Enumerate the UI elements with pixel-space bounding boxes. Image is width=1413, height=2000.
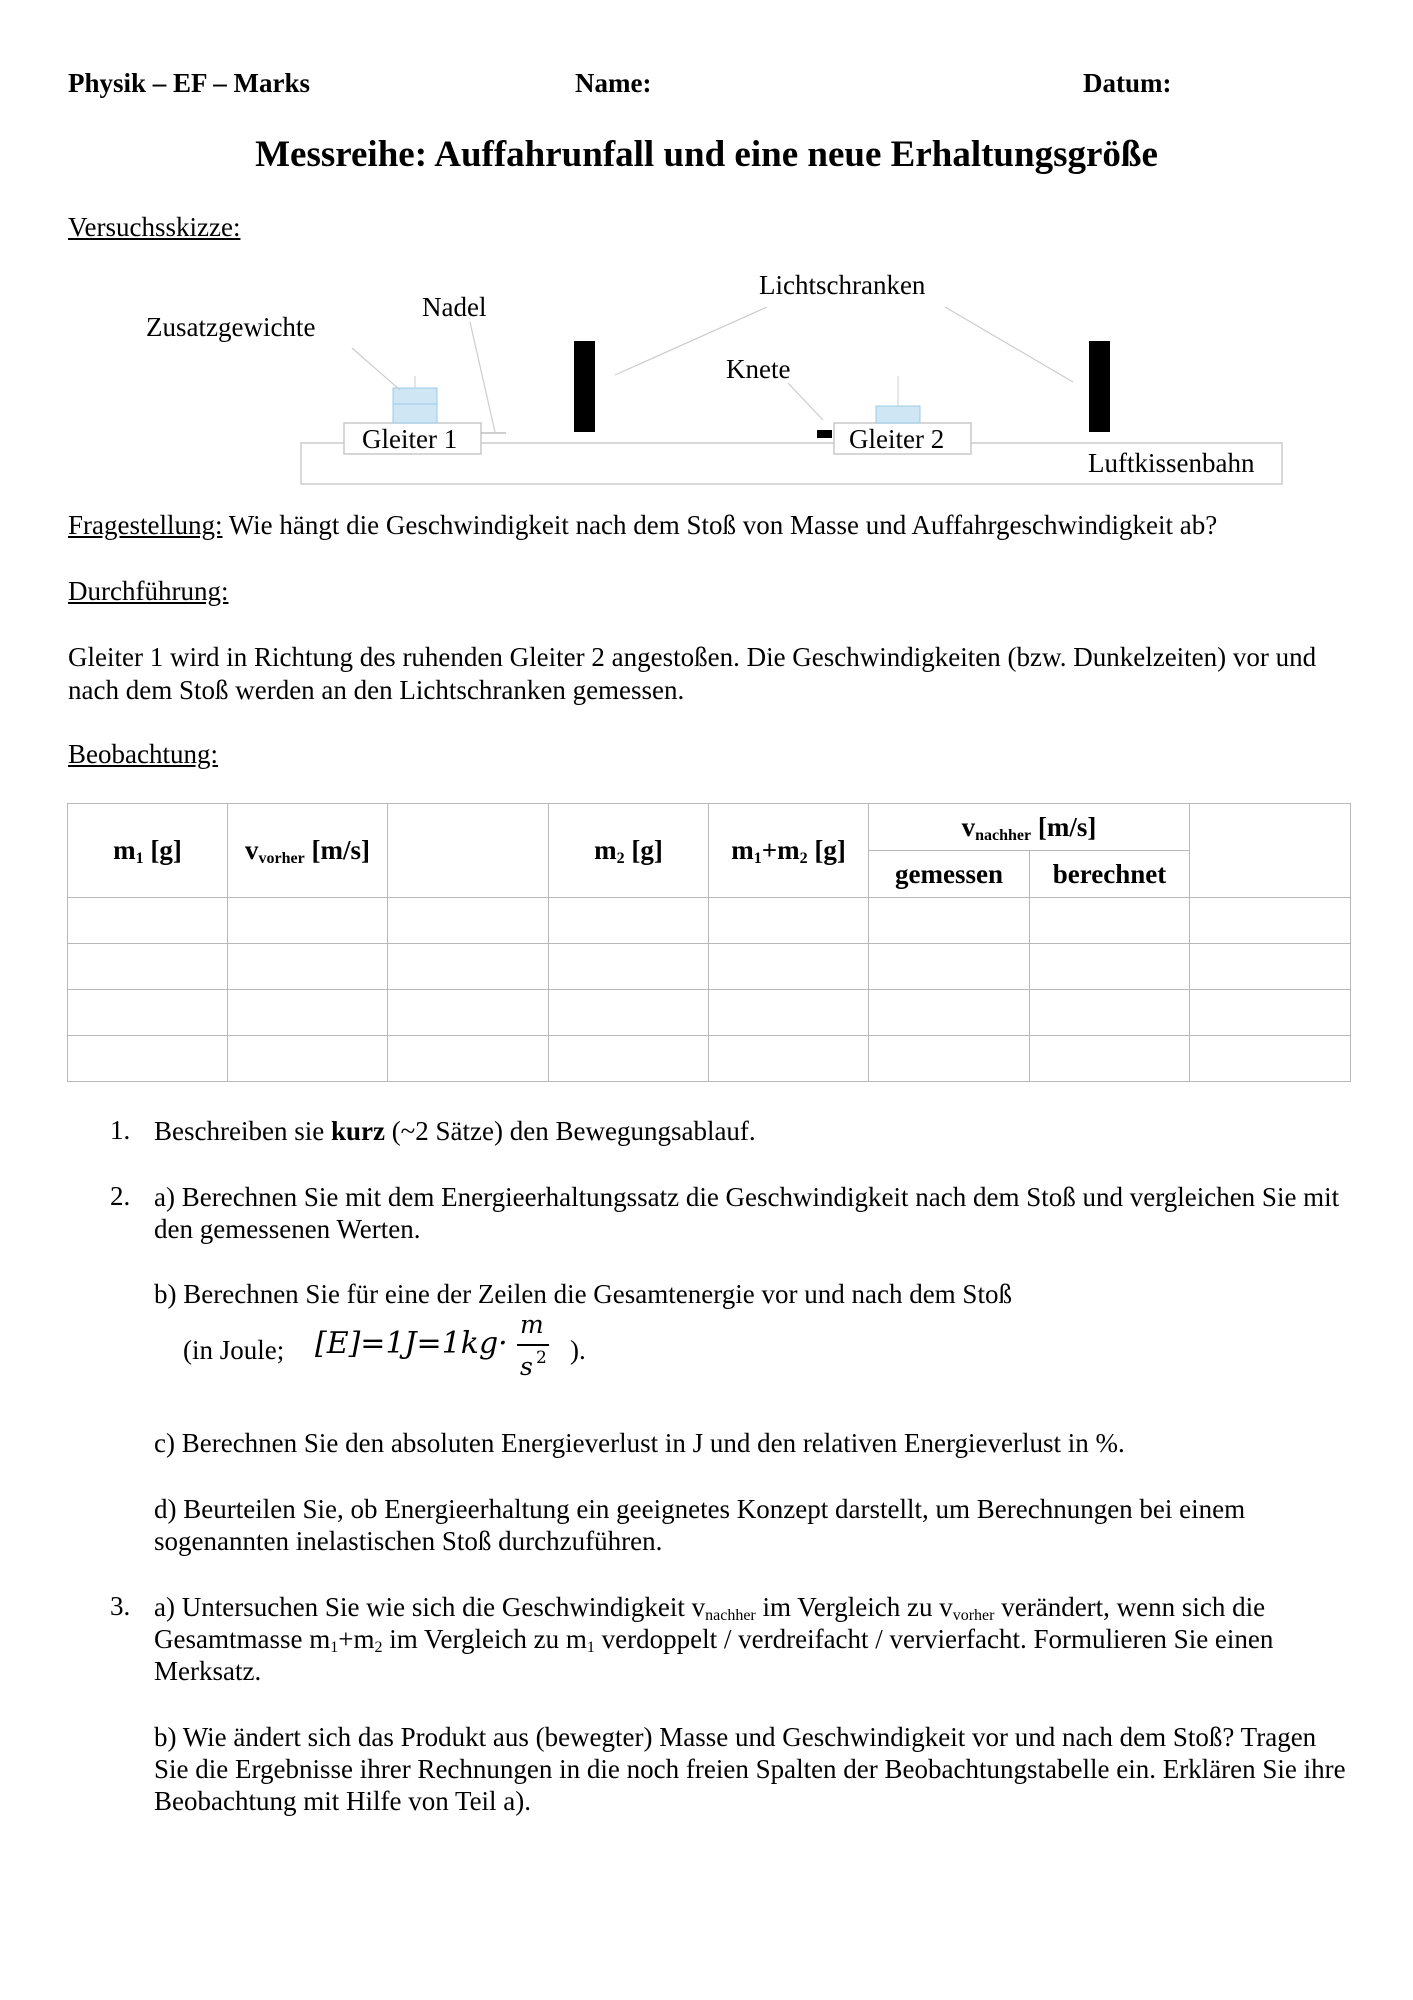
task-3a-line-3: Merksatz. <box>154 1656 262 1686</box>
sketch-heading: Versuchsskizze: <box>68 212 241 242</box>
label-needle: Nadel <box>422 292 487 322</box>
table-cell[interactable] <box>1030 1036 1190 1082</box>
col-header-m1: $m_1$ [g] <box>68 804 228 898</box>
task-1-text: Beschreiben sie kurz (~2 Sätze) den Bewegungsablauf. <box>154 1116 756 1146</box>
light-barrier-2 <box>1089 341 1110 432</box>
task-2b-formula-post: ). <box>570 1335 586 1365</box>
table-cell[interactable] <box>228 990 388 1036</box>
table-cell[interactable] <box>68 898 228 944</box>
table-cell[interactable] <box>1190 898 1351 944</box>
label-air-track: Luftkissenbahn <box>1088 448 1255 478</box>
table-cell[interactable] <box>388 898 549 944</box>
col-header-measured: gemessen <box>869 851 1030 898</box>
table-cell[interactable] <box>1190 990 1351 1036</box>
table-cell[interactable] <box>228 944 388 990</box>
table-cell[interactable] <box>228 1036 388 1082</box>
task-2d-text: d) Beurteilen Sie, ob Energieerhaltung ein geeignetes Konzept darstellt, um Berechnungen bei einem sogenannten inelastischen Stoß durchzuführen. <box>154 1494 1246 1556</box>
observation-heading: Beobachtung: <box>68 739 218 769</box>
table-cell[interactable] <box>1190 944 1351 990</box>
label-glider-2: Gleiter 2 <box>849 424 945 454</box>
table-cell[interactable] <box>549 944 709 990</box>
col-header-empty-1 <box>388 804 549 898</box>
page-title: Messreihe: Auffahrunfall und eine neue Erhaltungsgröße <box>255 134 1158 175</box>
label-light-barriers: Lichtschranken <box>759 270 926 300</box>
task-3-number: 3. <box>110 1591 131 1621</box>
table-cell[interactable] <box>388 944 549 990</box>
observation-table <box>67 803 1351 1082</box>
task-2-number: 2. <box>110 1181 131 1211</box>
task-3b-text: b) Wie ändert sich das Produkt aus (bewegter) Masse und Geschwindigkeit vor und nach dem Stoß? Tragen Sie die Ergebnisse ihrer Rechnungen in die noch freien Spalten der Beobachtungstabelle ein. Erklären Sie ihre Beobachtung mit Hilfe von Teil a). <box>154 1722 1346 1816</box>
table-cell[interactable] <box>388 1036 549 1082</box>
table-cell[interactable] <box>549 1036 709 1082</box>
task-2c-text: c) Berechnen Sie den absoluten Energieverlust in J und den relativen Energieverlust in %. <box>154 1428 1125 1458</box>
clay <box>817 430 832 438</box>
table-cell[interactable] <box>388 990 549 1036</box>
table-cell[interactable] <box>869 898 1030 944</box>
additional-weights <box>393 388 437 423</box>
col-header-v-after: $v_{nachher}$ [m/s] <box>869 804 1190 851</box>
research-question <box>68 510 1217 541</box>
col-header-empty-2 <box>1190 804 1351 898</box>
table-row <box>68 898 1351 944</box>
task-2b-formula-den: s <box>520 1352 533 1381</box>
table-cell[interactable] <box>1030 898 1190 944</box>
table-cell[interactable] <box>228 898 388 944</box>
name-label: Name: <box>575 68 652 98</box>
task-2a-text: a) Berechnen Sie mit dem Energieerhaltungssatz die Geschwindigkeit nach dem Stoß und vergleichen Sie mit den gemessenen Werten. <box>154 1182 1340 1244</box>
table-cell[interactable] <box>709 898 869 944</box>
task-3a-line-2: Gesamtmasse $m_1+m_2$ im Vergleich zu $m_1$ verdoppelt / verdreifacht / vervierfacht. Formulieren Sie einen <box>154 1624 1274 1656</box>
task-2b-formula-exp: 2 <box>536 1348 547 1368</box>
glider-2-weight <box>876 406 920 423</box>
col-header-calculated: berechnet <box>1030 851 1190 898</box>
table-cell[interactable] <box>869 990 1030 1036</box>
table-cell[interactable] <box>709 990 869 1036</box>
task-2b-text: b) Berechnen Sie für eine der Zeilen die Gesamtenergie vor und nach dem Stoß <box>154 1279 1012 1309</box>
table-cell[interactable] <box>1190 1036 1351 1082</box>
col-header-v-before: $v_{vorher}$ [m/s] <box>228 804 388 898</box>
task-3a-line-1: a) Untersuchen Sie wie sich die Geschwindigkeit $v_{nachher}$ im Vergleich zu $v_{vorher}$ verändert, wenn sich die <box>154 1592 1266 1624</box>
table-cell[interactable] <box>709 944 869 990</box>
light-barrier-1 <box>574 341 595 432</box>
table-row <box>68 1036 1351 1082</box>
question-text: Wie hängt die Geschwindigkeit nach dem Stoß von Masse und Auffahrgeschwindigkeit ab? <box>222 510 1218 540</box>
table-cell[interactable] <box>549 898 709 944</box>
table-cell[interactable] <box>68 944 228 990</box>
task-2b-formula-pre: (in Joule; <box>183 1335 285 1365</box>
task-2b-formula: [E]=1J=1kg· <box>315 1326 508 1361</box>
task-2b-formula-num: m <box>520 1310 544 1339</box>
course-label: Physik – EF – Marks <box>68 68 311 98</box>
table-cell[interactable] <box>869 1036 1030 1082</box>
label-weights: Zusatzgewichte <box>146 312 316 342</box>
date-label: Datum: <box>1083 68 1172 98</box>
procedure-text: Gleiter 1 wird in Richtung des ruhenden Gleiter 2 angestoßen. Die Geschwindigkeiten (bzw. Dunkelzeiten) vor und nach dem Stoß werden an den Lichtschranken gemessen. <box>68 642 1317 705</box>
table-cell[interactable] <box>68 1036 228 1082</box>
col-header-m2: $m_2$ [g] <box>549 804 709 898</box>
table-cell[interactable] <box>549 990 709 1036</box>
label-glider-1: Gleiter 1 <box>362 424 458 454</box>
table-cell[interactable] <box>1030 990 1190 1036</box>
procedure-heading: Durchführung: <box>68 576 229 606</box>
table-row <box>68 944 1351 990</box>
label-clay: Knete <box>726 354 791 384</box>
col-header-total-mass: $m_1+m_2$ [g] <box>709 804 869 898</box>
fraction-bar <box>517 1344 549 1346</box>
table-cell[interactable] <box>709 1036 869 1082</box>
task-1-number: 1. <box>110 1115 131 1145</box>
table-cell[interactable] <box>68 990 228 1036</box>
question-heading: Fragestellung: <box>68 510 223 540</box>
table-cell[interactable] <box>869 944 1030 990</box>
table-cell[interactable] <box>1030 944 1190 990</box>
table-row <box>68 990 1351 1036</box>
